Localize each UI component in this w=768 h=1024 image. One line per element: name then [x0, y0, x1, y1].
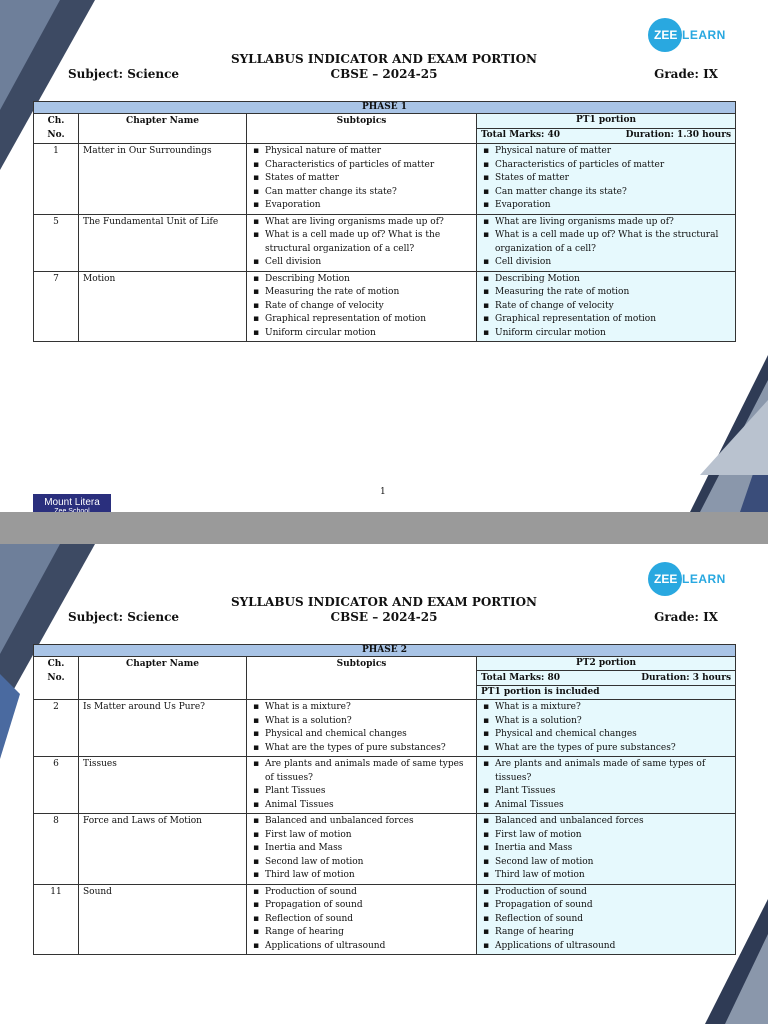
portion-cell: [477, 884, 736, 955]
table-row: [34, 814, 736, 885]
list-item: ▪ Evaporation: [251, 199, 472, 213]
table-row: [34, 757, 736, 814]
list-item: ▪ Range of hearing: [251, 926, 472, 940]
chapter-number: [34, 144, 79, 215]
chapter-number: [34, 700, 79, 757]
phase-header: PHASE 2: [34, 645, 736, 657]
board-year: CBSE – 2024-25: [330, 67, 438, 81]
total-marks: Total Marks: 80: [481, 673, 561, 683]
chapter-number: [34, 214, 79, 271]
grade-label: Grade: IX: [654, 67, 718, 81]
list-item: ▪ Cell division: [481, 256, 731, 270]
doc-title: SYLLABUS INDICATOR AND EXAM PORTION: [230, 595, 538, 609]
marks-duration: [477, 671, 736, 686]
list-item: ▪ Animal Tissues: [481, 799, 731, 813]
list-item: ▪ What is a mixture?: [481, 701, 731, 715]
list-item: ▪ Physical nature of matter: [251, 145, 472, 159]
logo-text: LEARN: [682, 572, 726, 586]
chapter-name: [79, 700, 247, 757]
list-item: ▪ What are living organisms made up of?: [481, 216, 731, 230]
list-item: ▪ What is a solution?: [481, 715, 731, 729]
list-item: ▪ Measuring the rate of motion: [251, 286, 472, 300]
portion-list: [481, 758, 731, 812]
chapter-number-text: 8: [53, 816, 59, 826]
list-item: ▪ What is a solution?: [251, 715, 472, 729]
list-item: ▪ Balanced and unbalanced forces: [481, 815, 731, 829]
list-item: ▪ Plant Tissues: [481, 785, 731, 799]
list-item: ▪ Evaporation: [481, 199, 731, 213]
chapter-name-text: Matter in Our Surroundings: [83, 146, 212, 156]
list-item: ▪ Physical and chemical changes: [481, 728, 731, 742]
col-ch-no: Ch. No.: [34, 657, 79, 700]
list-item: ▪ Can matter change its state?: [251, 186, 472, 200]
portion-cell: [477, 814, 736, 885]
syllabus-table-phase-1: [33, 101, 736, 342]
chapter-name: [79, 814, 247, 885]
list-item: ▪ First law of motion: [251, 829, 472, 843]
duration: Duration: 3 hours: [641, 673, 732, 683]
list-item: ▪ Second law of motion: [251, 856, 472, 870]
list-item: ▪ Measuring the rate of motion: [481, 286, 731, 300]
list-item: ▪ Characteristics of particles of matter: [251, 159, 472, 173]
doc-title: SYLLABUS INDICATOR AND EXAM PORTION: [230, 52, 538, 66]
list-item: ▪ Describing Motion: [251, 273, 472, 287]
subtopics-cell: [247, 884, 477, 955]
list-item: ▪ Range of hearing: [481, 926, 731, 940]
col-chapter-name: Chapter Name: [79, 657, 247, 700]
list-item: ▪ Inertia and Mass: [251, 842, 472, 856]
board-year: CBSE – 2024-25: [330, 610, 438, 624]
col-pt-portion: PT1 portion: [477, 114, 736, 129]
list-item: ▪ Third law of motion: [251, 869, 472, 883]
table-row: [34, 214, 736, 271]
subtopics-list: [251, 758, 472, 812]
list-item: ▪ What is a mixture?: [251, 701, 472, 715]
subtopics-cell: [247, 814, 477, 885]
subtopics-list: [251, 701, 472, 755]
portion-cell: [477, 144, 736, 215]
list-item: ▪ What are living organisms made up of?: [251, 216, 472, 230]
chapter-number-text: 5: [53, 216, 59, 227]
list-item: ▪ States of matter: [251, 172, 472, 186]
list-item: ▪ States of matter: [481, 172, 731, 186]
subtopics-list: [251, 815, 472, 883]
portion-list: [481, 216, 731, 270]
list-item: ▪ Describing Motion: [481, 273, 731, 287]
list-item: ▪ Applications of ultrasound: [251, 940, 472, 954]
duration: Duration: 1.30 hours: [625, 130, 732, 140]
logo-line-1: Mount Litera: [44, 497, 100, 508]
subtopics-cell: [247, 271, 477, 342]
subtopics-cell: [247, 700, 477, 757]
page-number: 1: [380, 487, 386, 497]
list-item: ▪ Rate of change of velocity: [481, 300, 731, 314]
list-item: ▪ Are plants and animals made of same types of tissues?: [481, 758, 731, 785]
list-item: ▪ What is a cell made up of? What is the structural organization of a cell?: [251, 229, 472, 256]
list-item: ▪ Third law of motion: [481, 869, 731, 883]
portion-list: [481, 273, 731, 341]
pt1-included-note: PT1 portion is included: [477, 686, 736, 700]
logo-mark: ZEE: [648, 562, 682, 596]
chapter-number-text: 2: [53, 702, 59, 712]
subtopics-cell: [247, 214, 477, 271]
list-item: ▪ Plant Tissues: [251, 785, 472, 799]
list-item: ▪ Production of sound: [481, 886, 731, 900]
chapter-number: [34, 271, 79, 342]
subtopics-list: [251, 273, 472, 341]
list-item: ▪ Balanced and unbalanced forces: [251, 815, 472, 829]
list-item: ▪ Uniform circular motion: [481, 327, 731, 341]
list-item: ▪ Cell division: [251, 256, 472, 270]
chapter-name: [79, 144, 247, 215]
portion-list: [481, 145, 731, 213]
portion-cell: [477, 700, 736, 757]
list-item: ▪ Animal Tissues: [251, 799, 472, 813]
chapter-name: [79, 214, 247, 271]
chapter-number: [34, 884, 79, 955]
table-row: [34, 144, 736, 215]
total-marks: Total Marks: 40: [481, 130, 561, 140]
portion-list: [481, 815, 731, 883]
list-item: ▪ Graphical representation of motion: [251, 313, 472, 327]
list-item: ▪ Second law of motion: [481, 856, 731, 870]
subtopics-cell: [247, 757, 477, 814]
col-pt-portion: PT2 portion: [477, 657, 736, 671]
col-ch-no: Ch. No.: [34, 114, 79, 144]
chapter-name: [79, 271, 247, 342]
syllabus-table-phase-2: [33, 644, 736, 955]
subtopics-list: [251, 216, 472, 270]
chapter-number-text: 6: [53, 759, 59, 769]
document-page-2: [0, 544, 768, 1024]
list-item: ▪ Inertia and Mass: [481, 842, 731, 856]
list-item: ▪ Physical and chemical changes: [251, 728, 472, 742]
subject-label: Subject: Science: [68, 67, 180, 81]
chapter-name-text: Motion: [83, 273, 116, 284]
chapter-name-text: Force and Laws of Motion: [83, 816, 202, 826]
list-item: ▪ Reflection of sound: [481, 913, 731, 927]
list-item: ▪ Propagation of sound: [481, 899, 731, 913]
list-item: ▪ Rate of change of velocity: [251, 300, 472, 314]
phase-header: PHASE 1: [34, 102, 736, 114]
table-row: [34, 271, 736, 342]
list-item: ▪ Propagation of sound: [251, 899, 472, 913]
portion-list: [481, 701, 731, 755]
logo-text: LEARN: [682, 28, 726, 42]
chapter-name-text: Is Matter around Us Pure?: [83, 702, 206, 712]
chapter-name-text: The Fundamental Unit of Life: [83, 216, 219, 227]
list-item: ▪ What is a cell made up of? What is the structural organization of a cell?: [481, 229, 731, 256]
subtopics-list: [251, 886, 472, 954]
list-item: ▪ First law of motion: [481, 829, 731, 843]
logo-mark: ZEE: [648, 18, 682, 52]
list-item: ▪ Characteristics of particles of matter: [481, 159, 731, 173]
portion-cell: [477, 757, 736, 814]
list-item: ▪ What are the types of pure substances?: [251, 742, 472, 756]
list-item: ▪ Reflection of sound: [251, 913, 472, 927]
portion-list: [481, 886, 731, 954]
col-subtopics: Subtopics: [247, 114, 477, 144]
list-item: ▪ Are plants and animals made of same types of tissues?: [251, 758, 472, 785]
chapter-number-text: 7: [53, 273, 59, 284]
list-item: ▪ Graphical representation of motion: [481, 313, 731, 327]
chapter-number: [34, 757, 79, 814]
page-gap: [0, 512, 768, 544]
chapter-number: [34, 814, 79, 885]
chapter-name-text: Tissues: [83, 759, 117, 769]
chapter-name: [79, 884, 247, 955]
list-item: ▪ Applications of ultrasound: [481, 940, 731, 954]
portion-cell: [477, 271, 736, 342]
table-row: [34, 700, 736, 757]
col-subtopics: Subtopics: [247, 657, 477, 700]
subject-label: Subject: Science: [68, 610, 180, 624]
list-item: ▪ Uniform circular motion: [251, 327, 472, 341]
subtopics-cell: [247, 144, 477, 215]
list-item: ▪ Production of sound: [251, 886, 472, 900]
list-item: ▪ Physical nature of matter: [481, 145, 731, 159]
chapter-name-text: Sound: [83, 886, 112, 897]
chapter-number-text: 1: [53, 146, 59, 156]
marks-duration: [477, 129, 736, 144]
list-item: ▪ Can matter change its state?: [481, 186, 731, 200]
table-row: [34, 884, 736, 955]
col-chapter-name: Chapter Name: [79, 114, 247, 144]
grade-label: Grade: IX: [654, 610, 718, 624]
portion-cell: [477, 214, 736, 271]
chapter-name: [79, 757, 247, 814]
list-item: ▪ What are the types of pure substances?: [481, 742, 731, 756]
subtopics-list: [251, 145, 472, 213]
chapter-number-text: 11: [50, 886, 62, 897]
